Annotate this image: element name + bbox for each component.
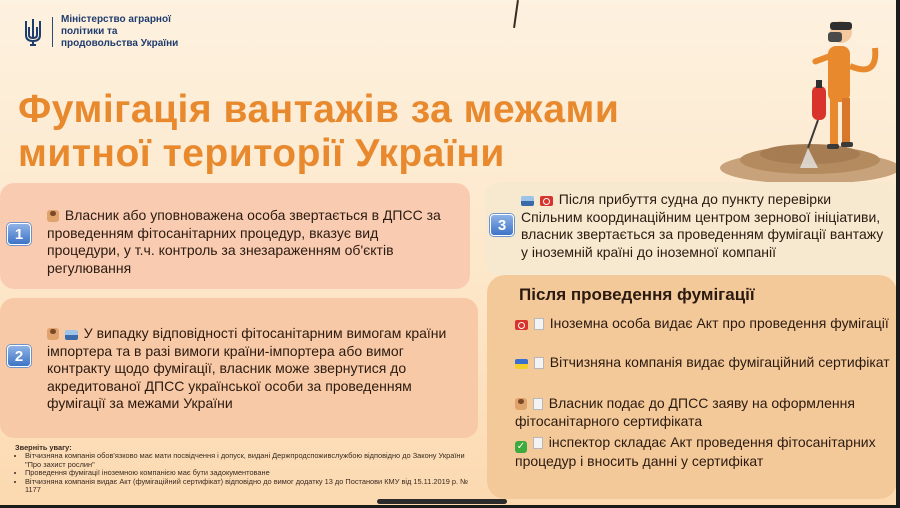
step-2-number: 2	[7, 345, 31, 367]
document-icon	[533, 437, 543, 449]
note-title: Зверніть увагу:	[15, 443, 72, 452]
screen-edge	[896, 0, 900, 508]
document-icon	[533, 398, 543, 410]
step-1-label: Власник або уповноважена особа звертається в ДПСС за проведенням фітосанітарних процедур, вказує вид процедури, у т.ч. контроль за знезараженням об'єктів регулювання	[47, 207, 441, 276]
person-icon	[515, 398, 527, 410]
page-title: Фумігація вантажів за межами митної території України	[18, 88, 620, 175]
document-icon	[534, 357, 544, 369]
turkey-flag-icon	[540, 196, 553, 206]
step-3-label: Після прибуття судна до пункту перевірки Спільним координаційним центром зернової ініціативи, власник звертається за проведенням фумігації вантажу у іноземній країні до іноземної компанії	[521, 191, 884, 260]
step-1-text	[47, 207, 447, 277]
home-indicator[interactable]	[377, 499, 507, 504]
check-icon: ✓	[516, 441, 526, 452]
step-3-number: 3	[490, 214, 514, 236]
trident-icon	[22, 17, 44, 47]
step-2-text	[47, 325, 467, 413]
fumigation-worker-illustration	[700, 8, 896, 186]
after-item-label: Іноземна особа видає Акт про проведення фумігації	[549, 315, 889, 331]
note-list	[25, 452, 475, 494]
ukraine-flag-icon	[515, 359, 528, 369]
turkey-flag-icon	[515, 320, 528, 330]
after-item-label: Власник подає до ДПСС заяву на оформлення фітосанітарного сертифіката	[515, 395, 855, 429]
ship-icon	[65, 330, 78, 340]
note-item: • Вітчизняна компанія видає Акт (фумігаційний сертифікат) відповідно до вимог додатку 13 до Постанови КМУ від 15.11.2019 р. № 1177	[25, 478, 475, 495]
step-3-text	[521, 191, 891, 261]
after-item-owner-application	[515, 395, 895, 430]
after-item-inspector-act	[515, 434, 895, 471]
ministry-name: Міністерство аграрної політики та продовольства України	[61, 14, 179, 49]
after-item-label: інспектор складає Акт проведення фітосанітарних процедур і вносить данні у сертифікат	[515, 434, 876, 469]
after-item-foreign-act	[515, 315, 895, 333]
document-icon	[534, 318, 544, 330]
step-2-label: У випадку відповідності фітосанітарним вимогам країни імпортера та в разі вимоги країни-імпортера або вимог контракту щодо фумігації, власник може звернутися до акредитованої ДПСС української особи за проведенням фумігації за межами України	[47, 325, 447, 411]
note-item: • Проведення фумігації іноземною компанією має бути задокументоване	[25, 469, 475, 477]
pen-stroke	[513, 0, 519, 28]
after-item-label: Вітчизняна компанія видає фумігаційний сертифікат	[549, 354, 890, 370]
after-item-domestic-certificate	[515, 354, 895, 372]
attention-note	[15, 444, 475, 494]
after-fumigation-title: Після проведення фумігації	[519, 285, 755, 304]
ministry-header	[22, 14, 191, 50]
person-icon	[47, 210, 59, 222]
ship-icon	[521, 196, 534, 206]
person-icon	[47, 328, 59, 340]
note-item: • Вітчизняна компанія обов'язково має мати посвідчення і допуск, видані Держпродспоживслужбою відповідно до Закону України "Про захист рослин"	[25, 452, 475, 469]
step-1-number: 1	[7, 223, 31, 245]
header-divider	[52, 17, 53, 47]
